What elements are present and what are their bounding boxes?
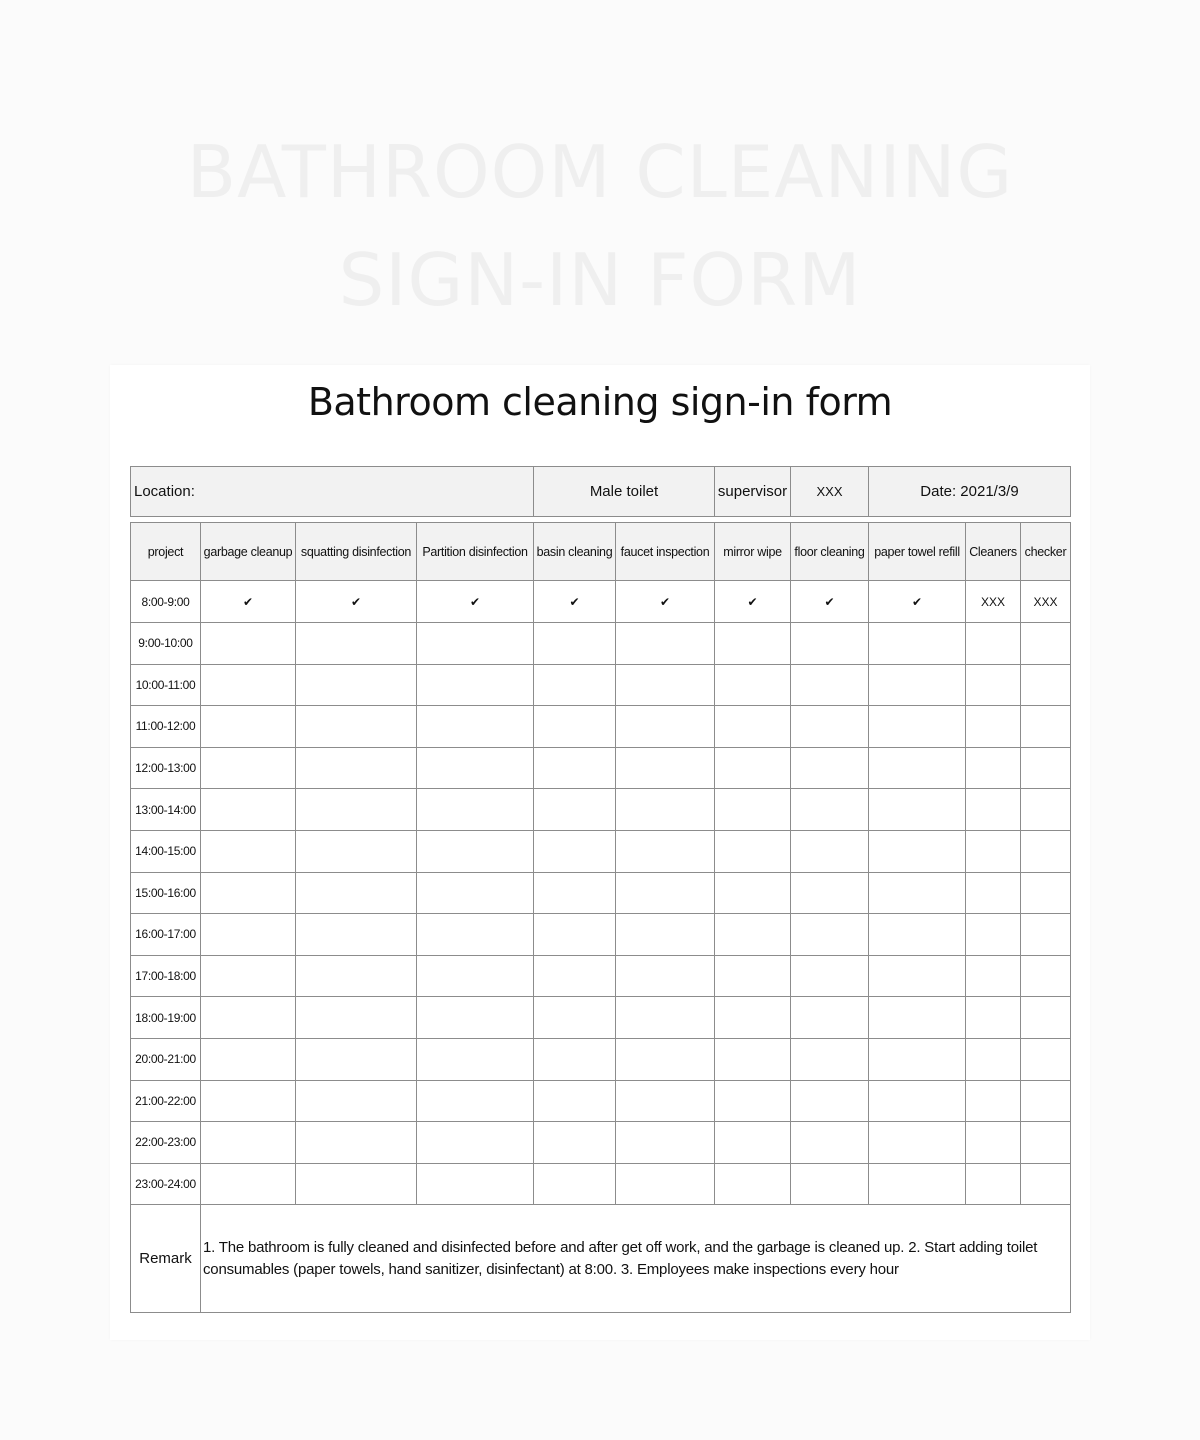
entry-cell-cleaners[interactable]	[966, 664, 1021, 706]
entry-cell-faucet-inspection[interactable]	[616, 997, 715, 1039]
entry-cell-squatting-disinfection[interactable]	[296, 747, 417, 789]
entry-cell-partition-disinfection[interactable]	[417, 872, 534, 914]
column-header-row	[131, 523, 1071, 581]
checkmark-icon-cell[interactable]: ✔	[534, 581, 616, 623]
table-row	[131, 1163, 1071, 1205]
entry-cell-mirror-wipe[interactable]	[715, 1122, 791, 1164]
column-header-faucet-inspection: faucet inspection	[616, 523, 715, 581]
info-row	[131, 467, 1071, 517]
entry-cell-basin-cleaning[interactable]	[534, 664, 616, 706]
entry-cell-cleaners[interactable]	[966, 789, 1021, 831]
entry-cell-paper-towel-refill[interactable]	[869, 1163, 966, 1205]
entry-cell-floor-cleaning[interactable]	[791, 664, 869, 706]
entry-cell-mirror-wipe[interactable]	[715, 914, 791, 956]
table-row	[131, 1038, 1071, 1080]
entry-cell-basin-cleaning[interactable]	[534, 1038, 616, 1080]
entry-cell-faucet-inspection[interactable]	[616, 872, 715, 914]
entry-cell-partition-disinfection[interactable]	[417, 706, 534, 748]
table-row	[131, 997, 1071, 1039]
watermark-line-1: BATHROOM CLEANING	[186, 130, 1014, 214]
time-slot-label: 13:00-14:00	[131, 789, 201, 831]
column-header-floor-cleaning: floor cleaning	[791, 523, 869, 581]
entry-cell-floor-cleaning[interactable]	[791, 1163, 869, 1205]
time-slot-label: 15:00-16:00	[131, 872, 201, 914]
column-header-project: project	[131, 523, 201, 581]
entry-cell-checker[interactable]	[1021, 623, 1071, 665]
checkmark-icon-cell[interactable]: ✔	[201, 581, 296, 623]
entry-cell-cleaners[interactable]	[966, 1080, 1021, 1122]
entry-cell-faucet-inspection[interactable]	[616, 1038, 715, 1080]
entry-cell-cleaners[interactable]	[966, 747, 1021, 789]
entry-cell-floor-cleaning[interactable]	[791, 789, 869, 831]
entry-cell-garbage-cleanup[interactable]	[201, 747, 296, 789]
entry-cell-floor-cleaning[interactable]	[791, 1122, 869, 1164]
time-slot-label: 17:00-18:00	[131, 955, 201, 997]
table-row	[131, 789, 1071, 831]
form-title: Bathroom cleaning sign-in form	[307, 380, 893, 424]
time-slot-label: 8:00-9:00	[131, 581, 201, 623]
entry-cell-floor-cleaning[interactable]	[791, 997, 869, 1039]
entry-cell-partition-disinfection[interactable]	[417, 1122, 534, 1164]
table-row	[131, 581, 1071, 623]
entry-cell-squatting-disinfection[interactable]	[296, 664, 417, 706]
entry-cell-floor-cleaning[interactable]	[791, 830, 869, 872]
entry-cell-mirror-wipe[interactable]	[715, 706, 791, 748]
entry-cell-mirror-wipe[interactable]	[715, 997, 791, 1039]
entry-cell-mirror-wipe[interactable]	[715, 664, 791, 706]
entry-cell-garbage-cleanup[interactable]	[201, 1038, 296, 1080]
entry-cell-cleaners[interactable]	[966, 1038, 1021, 1080]
column-header-garbage-cleanup: garbage cleanup	[201, 523, 296, 581]
entry-cell-checker[interactable]: XXX	[1021, 581, 1071, 623]
column-header-basin-cleaning: basin cleaning	[534, 523, 616, 581]
time-slot-label: 11:00-12:00	[131, 706, 201, 748]
entry-cell-floor-cleaning[interactable]	[791, 623, 869, 665]
entry-cell-partition-disinfection[interactable]	[417, 623, 534, 665]
entry-cell-floor-cleaning[interactable]	[791, 1080, 869, 1122]
entry-cell-basin-cleaning[interactable]	[534, 623, 616, 665]
entry-cell-cleaners[interactable]	[966, 706, 1021, 748]
entry-cell-cleaners[interactable]: XXX	[966, 581, 1021, 623]
remark-row	[131, 1205, 1071, 1313]
entry-cell-checker[interactable]	[1021, 997, 1071, 1039]
entry-cell-checker[interactable]	[1021, 955, 1071, 997]
background-watermark-title	[0, 118, 1200, 334]
entry-cell-squatting-disinfection[interactable]	[296, 914, 417, 956]
entry-cell-floor-cleaning[interactable]	[791, 747, 869, 789]
column-header-cleaners: Cleaners	[966, 523, 1021, 581]
entry-cell-garbage-cleanup[interactable]	[201, 872, 296, 914]
column-header-squatting-disinfection: squatting disinfection	[296, 523, 417, 581]
entry-cell-garbage-cleanup[interactable]	[201, 914, 296, 956]
time-slot-label: 9:00-10:00	[131, 623, 201, 665]
entry-cell-cleaners[interactable]	[966, 955, 1021, 997]
entry-cell-checker[interactable]	[1021, 789, 1071, 831]
remark-label: Remark	[131, 1205, 201, 1313]
entry-cell-cleaners[interactable]	[966, 872, 1021, 914]
entry-cell-squatting-disinfection[interactable]	[296, 1163, 417, 1205]
checkmark-icon-cell[interactable]: ✔	[791, 581, 869, 623]
table-row	[131, 830, 1071, 872]
entry-cell-paper-towel-refill[interactable]	[869, 955, 966, 997]
time-slot-label: 10:00-11:00	[131, 664, 201, 706]
entry-cell-checker[interactable]	[1021, 872, 1071, 914]
entry-cell-paper-towel-refill[interactable]	[869, 872, 966, 914]
entry-cell-basin-cleaning[interactable]	[534, 830, 616, 872]
entry-cell-checker[interactable]	[1021, 1038, 1071, 1080]
table-row	[131, 914, 1071, 956]
table-row	[131, 747, 1071, 789]
entry-cell-checker[interactable]	[1021, 830, 1071, 872]
entry-cell-checker[interactable]	[1021, 914, 1071, 956]
entry-cell-faucet-inspection[interactable]	[616, 664, 715, 706]
time-slot-label: 16:00-17:00	[131, 914, 201, 956]
entry-cell-faucet-inspection[interactable]	[616, 955, 715, 997]
entry-cell-squatting-disinfection[interactable]	[296, 955, 417, 997]
date-field[interactable]: Date: 2021/3/9	[869, 467, 1071, 517]
entry-cell-squatting-disinfection[interactable]	[296, 1038, 417, 1080]
entry-cell-basin-cleaning[interactable]	[534, 1080, 616, 1122]
entry-cell-partition-disinfection[interactable]	[417, 1163, 534, 1205]
entry-cell-floor-cleaning[interactable]	[791, 1038, 869, 1080]
entry-cell-partition-disinfection[interactable]	[417, 997, 534, 1039]
entry-cell-basin-cleaning[interactable]	[534, 997, 616, 1039]
watermark-line-2: SIGN-IN FORM	[338, 238, 862, 322]
checkmark-icon-cell[interactable]: ✔	[296, 581, 417, 623]
entry-cell-basin-cleaning[interactable]	[534, 914, 616, 956]
entry-cell-garbage-cleanup[interactable]	[201, 997, 296, 1039]
entry-cell-paper-towel-refill[interactable]	[869, 1038, 966, 1080]
entry-cell-floor-cleaning[interactable]	[791, 914, 869, 956]
entry-cell-mirror-wipe[interactable]	[715, 747, 791, 789]
entry-cell-garbage-cleanup[interactable]	[201, 623, 296, 665]
entry-cell-checker[interactable]	[1021, 1122, 1071, 1164]
entry-cell-checker[interactable]	[1021, 1163, 1071, 1205]
column-header-mirror-wipe: mirror wipe	[715, 523, 791, 581]
entry-cell-mirror-wipe[interactable]	[715, 1080, 791, 1122]
entry-cell-garbage-cleanup[interactable]	[201, 789, 296, 831]
time-slot-label: 12:00-13:00	[131, 747, 201, 789]
entry-cell-faucet-inspection[interactable]	[616, 706, 715, 748]
entry-cell-cleaners[interactable]	[966, 830, 1021, 872]
entry-cell-mirror-wipe[interactable]	[715, 789, 791, 831]
time-slot-label: 18:00-19:00	[131, 997, 201, 1039]
entry-cell-partition-disinfection[interactable]	[417, 830, 534, 872]
entry-cell-paper-towel-refill[interactable]	[869, 997, 966, 1039]
time-slot-label: 23:00-24:00	[131, 1163, 201, 1205]
entry-cell-cleaners[interactable]	[966, 623, 1021, 665]
entry-cell-checker[interactable]	[1021, 1080, 1071, 1122]
entry-cell-garbage-cleanup[interactable]	[201, 1122, 296, 1164]
entry-cell-mirror-wipe[interactable]	[715, 872, 791, 914]
checkmark-icon-cell[interactable]: ✔	[616, 581, 715, 623]
entry-cell-faucet-inspection[interactable]	[616, 914, 715, 956]
entry-cell-partition-disinfection[interactable]	[417, 1038, 534, 1080]
entry-cell-basin-cleaning[interactable]	[534, 747, 616, 789]
table-row	[131, 1080, 1071, 1122]
entry-cell-mirror-wipe[interactable]	[715, 623, 791, 665]
location-label: Location:	[131, 467, 534, 517]
entry-cell-garbage-cleanup[interactable]	[201, 664, 296, 706]
sign-in-grid	[130, 522, 1071, 1313]
entry-cell-checker[interactable]	[1021, 747, 1071, 789]
table-row	[131, 706, 1071, 748]
entry-cell-mirror-wipe[interactable]	[715, 1163, 791, 1205]
entry-cell-paper-towel-refill[interactable]	[869, 1122, 966, 1164]
entry-cell-basin-cleaning[interactable]	[534, 1163, 616, 1205]
entry-cell-paper-towel-refill[interactable]	[869, 914, 966, 956]
entry-cell-garbage-cleanup[interactable]	[201, 830, 296, 872]
entry-cell-basin-cleaning[interactable]	[534, 706, 616, 748]
entry-cell-basin-cleaning[interactable]	[534, 872, 616, 914]
entry-cell-partition-disinfection[interactable]	[417, 664, 534, 706]
entry-cell-faucet-inspection[interactable]	[616, 789, 715, 831]
remark-text[interactable]: 1. The bathroom is fully cleaned and disinfected before and after get off work, and the garbage is cleaned up. 2. Start adding toilet consumables (paper towels, hand sanitizer, disinfectant) at 8:00. 3. Employees make inspections every hour	[201, 1205, 1071, 1313]
entry-cell-mirror-wipe[interactable]	[715, 1038, 791, 1080]
table-row	[131, 955, 1071, 997]
time-slot-label: 22:00-23:00	[131, 1122, 201, 1164]
entry-cell-faucet-inspection[interactable]	[616, 830, 715, 872]
entry-cell-squatting-disinfection[interactable]	[296, 1080, 417, 1122]
entry-cell-mirror-wipe[interactable]	[715, 955, 791, 997]
entry-cell-basin-cleaning[interactable]	[534, 789, 616, 831]
time-slot-label: 14:00-15:00	[131, 830, 201, 872]
entry-cell-partition-disinfection[interactable]	[417, 914, 534, 956]
entry-cell-basin-cleaning[interactable]	[534, 955, 616, 997]
entry-cell-paper-towel-refill[interactable]	[869, 664, 966, 706]
entry-cell-basin-cleaning[interactable]	[534, 1122, 616, 1164]
supervisor-value[interactable]: XXX	[791, 467, 869, 517]
column-header-paper-towel-refill: paper towel refill	[869, 523, 966, 581]
entry-cell-paper-towel-refill[interactable]	[869, 747, 966, 789]
entry-cell-faucet-inspection[interactable]	[616, 1122, 715, 1164]
column-header-partition-disinfection: Partition disinfection	[417, 523, 534, 581]
entry-cell-garbage-cleanup[interactable]	[201, 706, 296, 748]
entry-cell-squatting-disinfection[interactable]	[296, 830, 417, 872]
entry-cell-paper-towel-refill[interactable]	[869, 623, 966, 665]
entry-cell-cleaners[interactable]	[966, 914, 1021, 956]
entry-cell-squatting-disinfection[interactable]	[296, 706, 417, 748]
entry-cell-partition-disinfection[interactable]	[417, 955, 534, 997]
entry-cell-squatting-disinfection[interactable]	[296, 997, 417, 1039]
entry-cell-partition-disinfection[interactable]	[417, 747, 534, 789]
entry-cell-paper-towel-refill[interactable]	[869, 1080, 966, 1122]
entry-cell-paper-towel-refill[interactable]	[869, 706, 966, 748]
entry-cell-paper-towel-refill[interactable]	[869, 830, 966, 872]
entry-cell-checker[interactable]	[1021, 664, 1071, 706]
entry-cell-cleaners[interactable]	[966, 1163, 1021, 1205]
entry-cell-squatting-disinfection[interactable]	[296, 623, 417, 665]
entry-cell-cleaners[interactable]	[966, 997, 1021, 1039]
entry-cell-partition-disinfection[interactable]	[417, 1080, 534, 1122]
entry-cell-floor-cleaning[interactable]	[791, 706, 869, 748]
location-value[interactable]: Male toilet	[534, 467, 715, 517]
entry-cell-checker[interactable]	[1021, 706, 1071, 748]
table-row	[131, 664, 1071, 706]
entry-cell-floor-cleaning[interactable]	[791, 872, 869, 914]
table-row	[131, 623, 1071, 665]
checkmark-icon-cell[interactable]: ✔	[715, 581, 791, 623]
entry-cell-garbage-cleanup[interactable]	[201, 955, 296, 997]
entry-cell-floor-cleaning[interactable]	[791, 955, 869, 997]
entry-cell-squatting-disinfection[interactable]	[296, 1122, 417, 1164]
entry-cell-faucet-inspection[interactable]	[616, 623, 715, 665]
time-slot-label: 20:00-21:00	[131, 1038, 201, 1080]
checkmark-icon-cell[interactable]: ✔	[417, 581, 534, 623]
entry-cell-garbage-cleanup[interactable]	[201, 1163, 296, 1205]
info-header-table	[130, 466, 1071, 517]
entry-cell-faucet-inspection[interactable]	[616, 747, 715, 789]
entry-cell-squatting-disinfection[interactable]	[296, 789, 417, 831]
checkmark-icon-cell[interactable]: ✔	[869, 581, 966, 623]
time-slot-label: 21:00-22:00	[131, 1080, 201, 1122]
entry-cell-paper-towel-refill[interactable]	[869, 789, 966, 831]
table-row	[131, 872, 1071, 914]
table-row	[131, 1122, 1071, 1164]
entry-cell-squatting-disinfection[interactable]	[296, 872, 417, 914]
entry-cell-garbage-cleanup[interactable]	[201, 1080, 296, 1122]
column-header-checker: checker	[1021, 523, 1071, 581]
entry-cell-faucet-inspection[interactable]	[616, 1163, 715, 1205]
entry-cell-partition-disinfection[interactable]	[417, 789, 534, 831]
supervisor-label: supervisor	[715, 467, 791, 517]
entry-cell-cleaners[interactable]	[966, 1122, 1021, 1164]
entry-cell-faucet-inspection[interactable]	[616, 1080, 715, 1122]
entry-cell-mirror-wipe[interactable]	[715, 830, 791, 872]
